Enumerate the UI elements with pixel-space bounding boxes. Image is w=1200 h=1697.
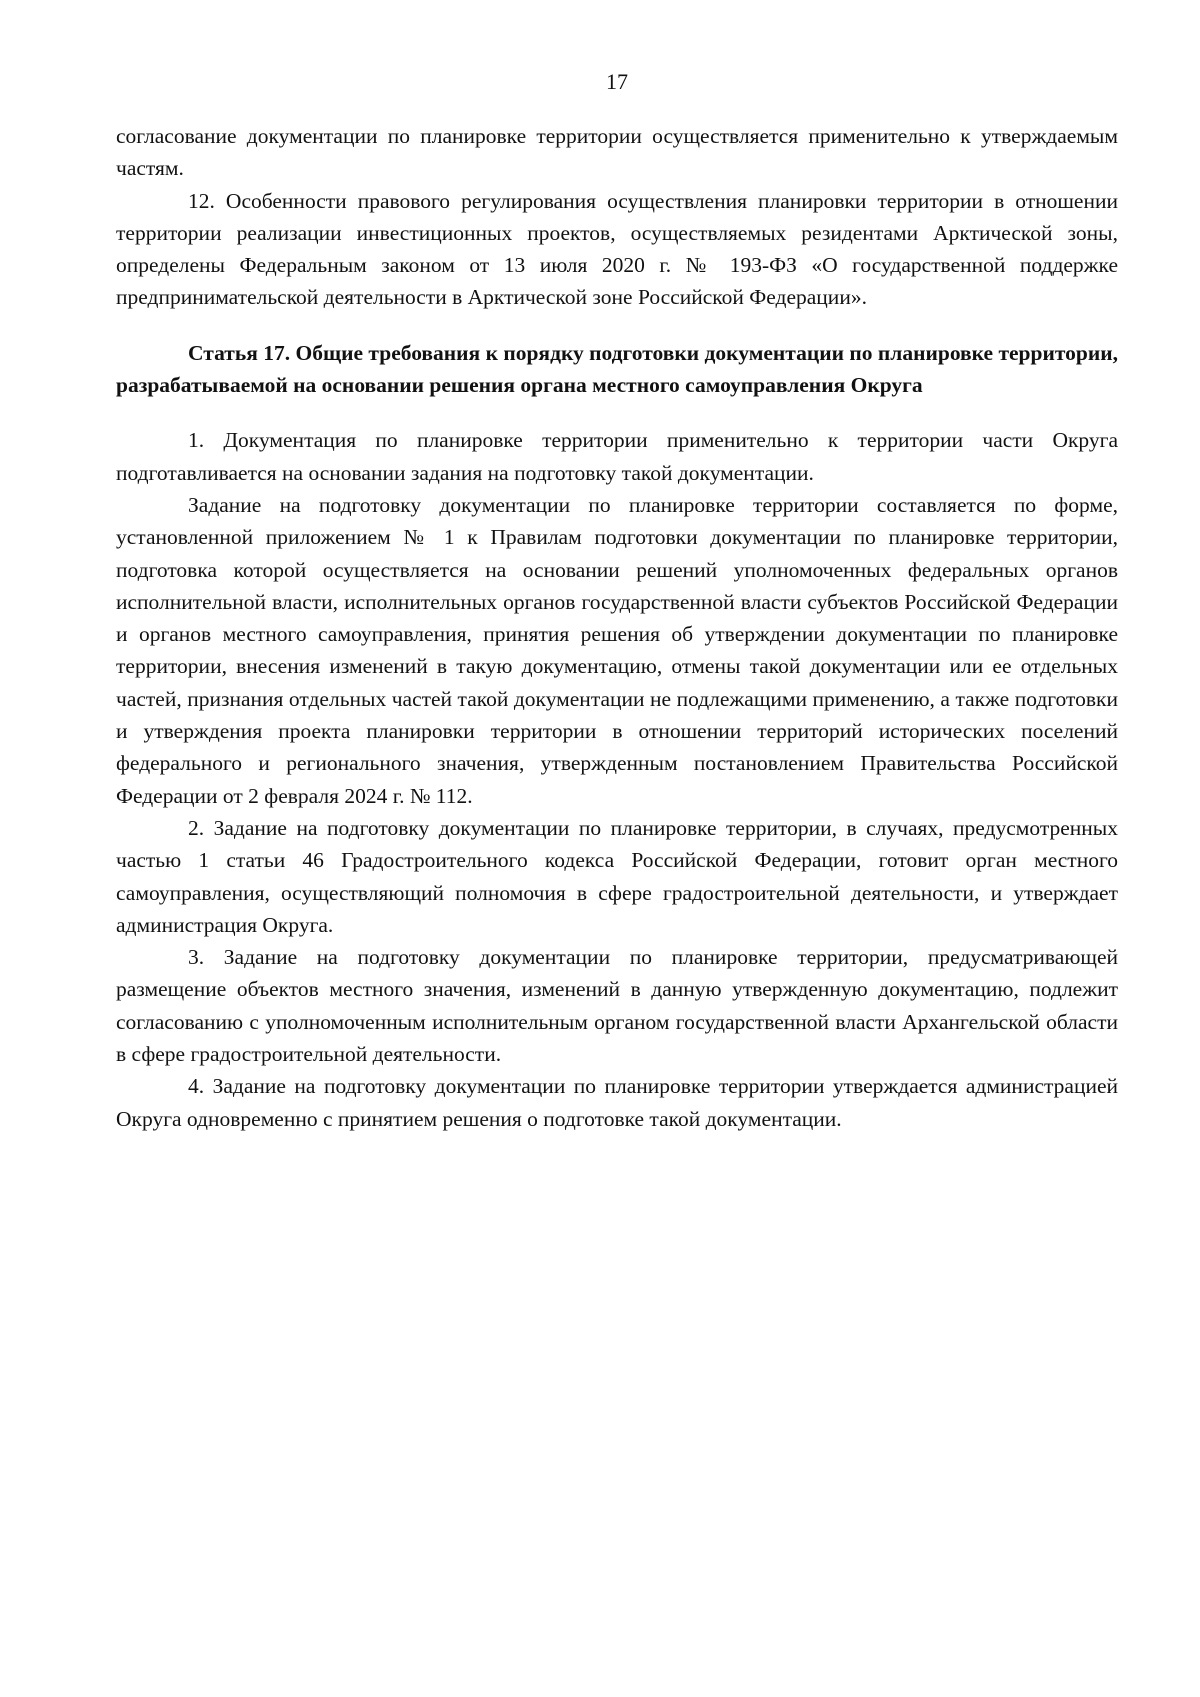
paragraph-continuation: согласование документации по планировке территории осуществляется применительно к утверждаемым частям. xyxy=(116,124,1118,181)
paragraph-task-form: Задание на подготовку документации по планировке территории составляется по форме, установленной приложением № 1 к Правилам подготовки документации по планировке территории, подготовка которой осуществляется на основании решений уполномоченных федеральных органов исполнительной власти, исполнительных органов государственной власти субъектов Российской Федерации и органов местного самоуправления, принятия решения об утверждении документации по планировке территории, внесения изменений в такую документацию, отмены такой документации или ее отдельных частей, признания отдельных частей такой документации не подлежащими применению, а также подготовки и утверждения проекта планировки территории в отношении территорий исторических поселений федерального и регионального значения, утвержденным постановлением Правительства Российской Федерации от 2 февраля 2024 г. № 112. xyxy=(116,492,1118,808)
paragraph-item-4: 4. Задание на подготовку документации по планировке территории утверждается администрацией Округа одновременно с принятием решения о подготовке такой документации. xyxy=(116,1074,1118,1131)
paragraph-item-2: 2. Задание на подготовку документации по планировке территории, в случаях, предусмотренных частью 1 статьи 46 Градостроительного кодекса Российской Федерации, готовит орган местного самоуправления, осуществляющий полномочия в сфере градостроительной деятельности, и утверждает администрация Округа. xyxy=(116,815,1118,937)
paragraph-item-3: 3. Задание на подготовку документации по планировке территории, предусматривающей размещение объектов местного значения, изменений в данную утвержденную документацию, подлежит согласованию с уполномоченным исполнительным органом государственной власти Архангельской области в сфере градостроительной деятельности. xyxy=(116,945,1118,1067)
paragraph-item-12: 12. Особенности правового регулирования осуществления планировки территории в отношении территории реализации инвестиционных проектов, осуществляемых резидентами Арктической зоны, определены Федеральным законом от 13 июля 2020 г. № 193-ФЗ «О государственной поддержке предпринимательской деятельности в Арктической зоне Российской Федерации». xyxy=(116,188,1118,310)
document-page xyxy=(116,66,1118,1135)
article-heading: Статья 17. Общие требования к порядку подготовки документации по планировке территории, разрабатываемой на основании решения органа местного самоуправления Округа xyxy=(116,340,1118,398)
paragraph-item-1: 1. Документация по планировке территории применительно к территории части Округа подготавливается на основании задания на подготовку такой документации. xyxy=(116,428,1118,485)
page-number: 17 xyxy=(606,69,628,94)
